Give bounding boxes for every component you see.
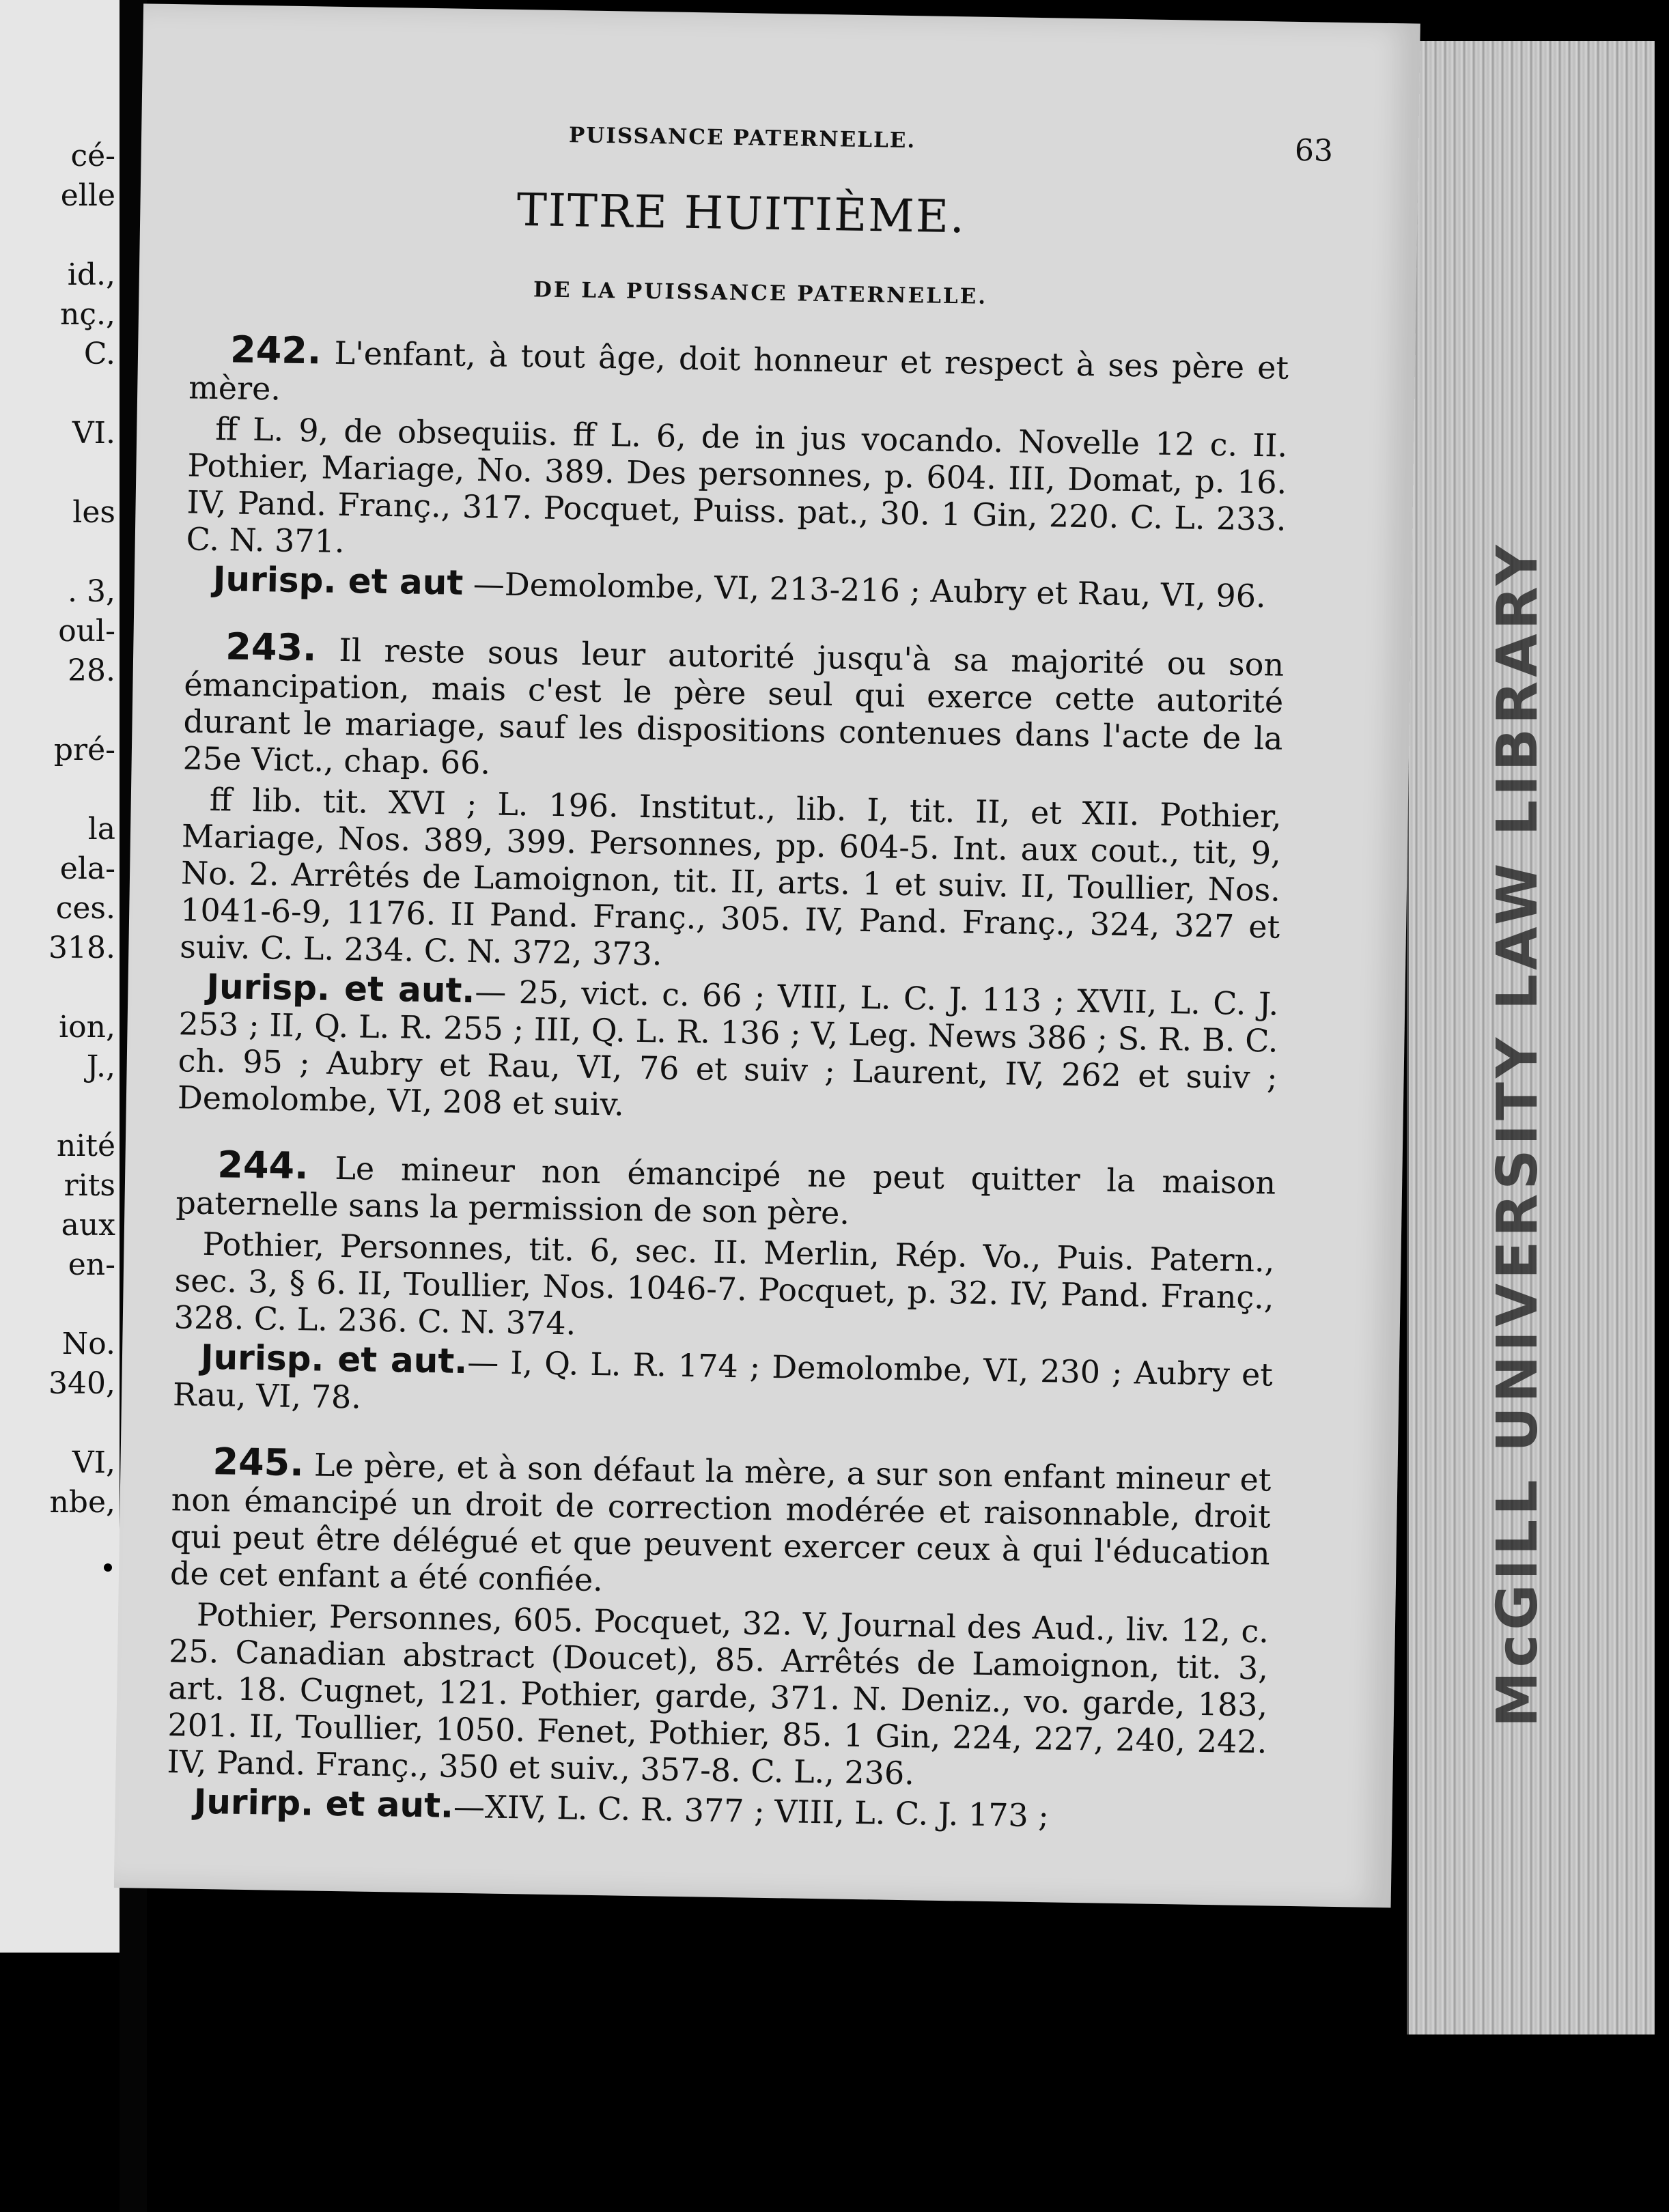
running-title: PUISSANCE PATERNELLE. [568, 123, 916, 154]
left-page-fragment: VI, [72, 1445, 115, 1480]
article-number: 245. [212, 1440, 305, 1485]
article-body: Le mineur non émancipé ne peut quitter la maison paternelle sans la permission de son père. [176, 1149, 1276, 1232]
article-242 [185, 330, 1289, 614]
left-page-fragment [3, 968, 115, 1008]
book-page [114, 3, 1420, 1908]
left-page-fragment: nç., [60, 297, 115, 332]
article-text [188, 330, 1289, 423]
article-body: Le père, et à son défaut la mère, a sur son enfant mineur et non émancipé un droit de correction modérée et raisonnable, droit qui peut être délégué et que peuvent exercer ceux à qui l'éducation de cet enfant a été confiée. [169, 1446, 1272, 1599]
left-page-fragment: . 3, [68, 574, 115, 609]
left-page-fragment [3, 533, 115, 572]
left-page-fragment [3, 216, 115, 255]
article-references: ff L. 9, de obsequiis. ff L. 6, de in jus vocando. Novelle 12 c. II. Pothier, Mariage, No. 389. Des personnes, p. 604. III, Domat, p. 16. IV, Pand. Franç., 317. Pocquet, Puiss. pat., 30. 1 Gin, 220. C. L. 233. C. N. 371. [186, 410, 1288, 561]
left-page-fragment [3, 1087, 115, 1126]
article-body: Il reste sous leur autorité jusqu'à sa majorité ou son émancipation, mais c'est le père seul qui exerce cette autorité durant le mariage, sauf les dispositions contenues dans l'acte de la 25e Vict., chap. 66. [182, 631, 1285, 782]
jurisprudence-text: — 25, vict. c. 66 ; VIII, L. C. J. 113 ; XVII, L. C. J. 253 ; II, Q. L. R. 255 ; III, Q. L. R. 136 ; V, Leg. News 386 ; S. R. B. C. ch. 95 ; Aubry et Rau, VI, 76 et suiv ; Laurent, IV, 262 et suiv ; Demolombe, VI, 208 et suiv. [177, 973, 1279, 1123]
left-page-fragment: 340, [48, 1366, 115, 1401]
left-page-fragment [3, 374, 115, 414]
left-page-fragment: 318. [48, 931, 115, 965]
left-page-fragment: pré- [53, 733, 115, 767]
left-page-fragment: No. [61, 1327, 115, 1361]
jurisprudence-text: —Demolombe, VI, 213-216 ; Aubry et Rau, VI, 96. [473, 565, 1267, 615]
page-number: 63 [1294, 132, 1334, 169]
left-page-fragment [3, 453, 115, 493]
article-text [182, 627, 1284, 793]
left-page-fragment [3, 770, 115, 810]
article-text [176, 1143, 1276, 1238]
left-page-fragment: elle [60, 178, 115, 213]
left-page-fragment: aux [61, 1208, 115, 1243]
left-page-fragment: VI. [72, 416, 115, 451]
chapter-title: TITRE HUITIÈME. [516, 183, 966, 244]
jurisprudence-label: Jurisp. et aut. [206, 966, 475, 1011]
left-facing-page [0, 0, 124, 1953]
jurisprudence-label: Jurirp. et aut. [193, 1781, 454, 1826]
left-page-fragment [3, 691, 115, 731]
left-page-fragment: cé- [70, 139, 115, 173]
left-page-fragment: rits [64, 1168, 115, 1203]
library-stamp: McGILL UNIVERSITY LAW LIBRARY [1485, 541, 1550, 1727]
left-page-text [3, 137, 115, 1522]
article-245 [166, 1440, 1272, 1837]
article-references: Pothier, Personnes, 605. Pocquet, 32. V, Journal des Aud., liv. 12, c. 25. Canadian abstract (Doucet), 85. Arrêtés de Lamoignon, tit. 3, art. 18. Cugnet, 121. Pothier, garde, 371. N. Deniz., vo. garde, 183, 201. II, Toullier, 1050. Fenet, Pothier, 85. 1 Gin, 224, 227, 240, 242. IV, Pand. Franç., 350 et suiv., 357-8. C. L., 236. [167, 1596, 1270, 1792]
jurisprudence [178, 967, 1279, 1133]
article-number: 244. [216, 1143, 309, 1188]
jurisprudence-text: —XIV, L. C. R. 377 ; VIII, L. C. J. 173 ; [453, 1787, 1050, 1834]
article-references: Pothier, Personnes, tit. 6, sec. II. Merlin, Rép. Vo., Puis. Patern., sec. 3, § 6. II, Toullier, Nos. 1046-7. Pocquet, p. 32. IV, Pand. Franç., 328. C. L. 236. C. N. 374. [173, 1225, 1275, 1342]
left-page-fragment: ela- [59, 851, 115, 886]
running-head [192, 117, 1334, 182]
article-text [169, 1440, 1272, 1608]
left-page-fragment: nbe, [49, 1485, 115, 1520]
left-page-fragment: id., [67, 257, 115, 292]
jurisprudence [173, 1338, 1274, 1430]
article-body: L'enfant, à tout âge, doit honneur et respect à ses père et mère. [188, 334, 1289, 408]
left-page-fragment: oul- [58, 614, 115, 649]
article-244 [172, 1143, 1276, 1430]
scan-speck [104, 1563, 112, 1572]
page-content [166, 117, 1334, 1837]
left-page-fragment: ion, [59, 1010, 115, 1045]
jurisprudence-text: — I, Q. L. R. 174 ; Demolombe, VI, 230 ; Aubry et Rau, VI, 78. [172, 1344, 1274, 1416]
jurisprudence-label: Jurisp. et aut [212, 559, 464, 603]
article-number: 242. [229, 328, 322, 373]
left-page-fragment: en- [68, 1247, 115, 1282]
left-page-fragment: les [72, 495, 115, 530]
left-page-fragment: ces. [55, 891, 115, 926]
left-page-fragment [3, 1285, 115, 1324]
left-page-fragment: J., [86, 1049, 115, 1084]
chapter-subtitle: DE LA PUISSANCE PATERNELLE. [533, 277, 988, 309]
jurisprudence-label: Jurisp. et aut. [200, 1337, 468, 1382]
left-page-fragment [3, 1404, 115, 1443]
article-references: ff lib. tit. XVI ; L. 196. Institut., lib. I, tit. II, et XII. Pothier, Mariage, Nos. 389, 399. Personnes, pp. 604-5. Int. aux cout., tit, 9, No. 2. Arrêtés de Lamoignon, tit. II, arts. 1 et suiv. II, Toullier, Nos. 1041-6-9, 1176. II Pand. Franç., 305. IV, Pand. Franç., 324, 327 et suiv. C. L. 234. C. N. 372, 373. [180, 780, 1282, 973]
article-243 [178, 627, 1285, 1133]
article-number: 243. [225, 625, 318, 670]
left-page-fragment: la [87, 812, 115, 847]
left-page-fragment: 28. [68, 653, 115, 688]
left-page-fragment: nité [56, 1129, 115, 1163]
left-page-fragment: C. [83, 337, 115, 371]
